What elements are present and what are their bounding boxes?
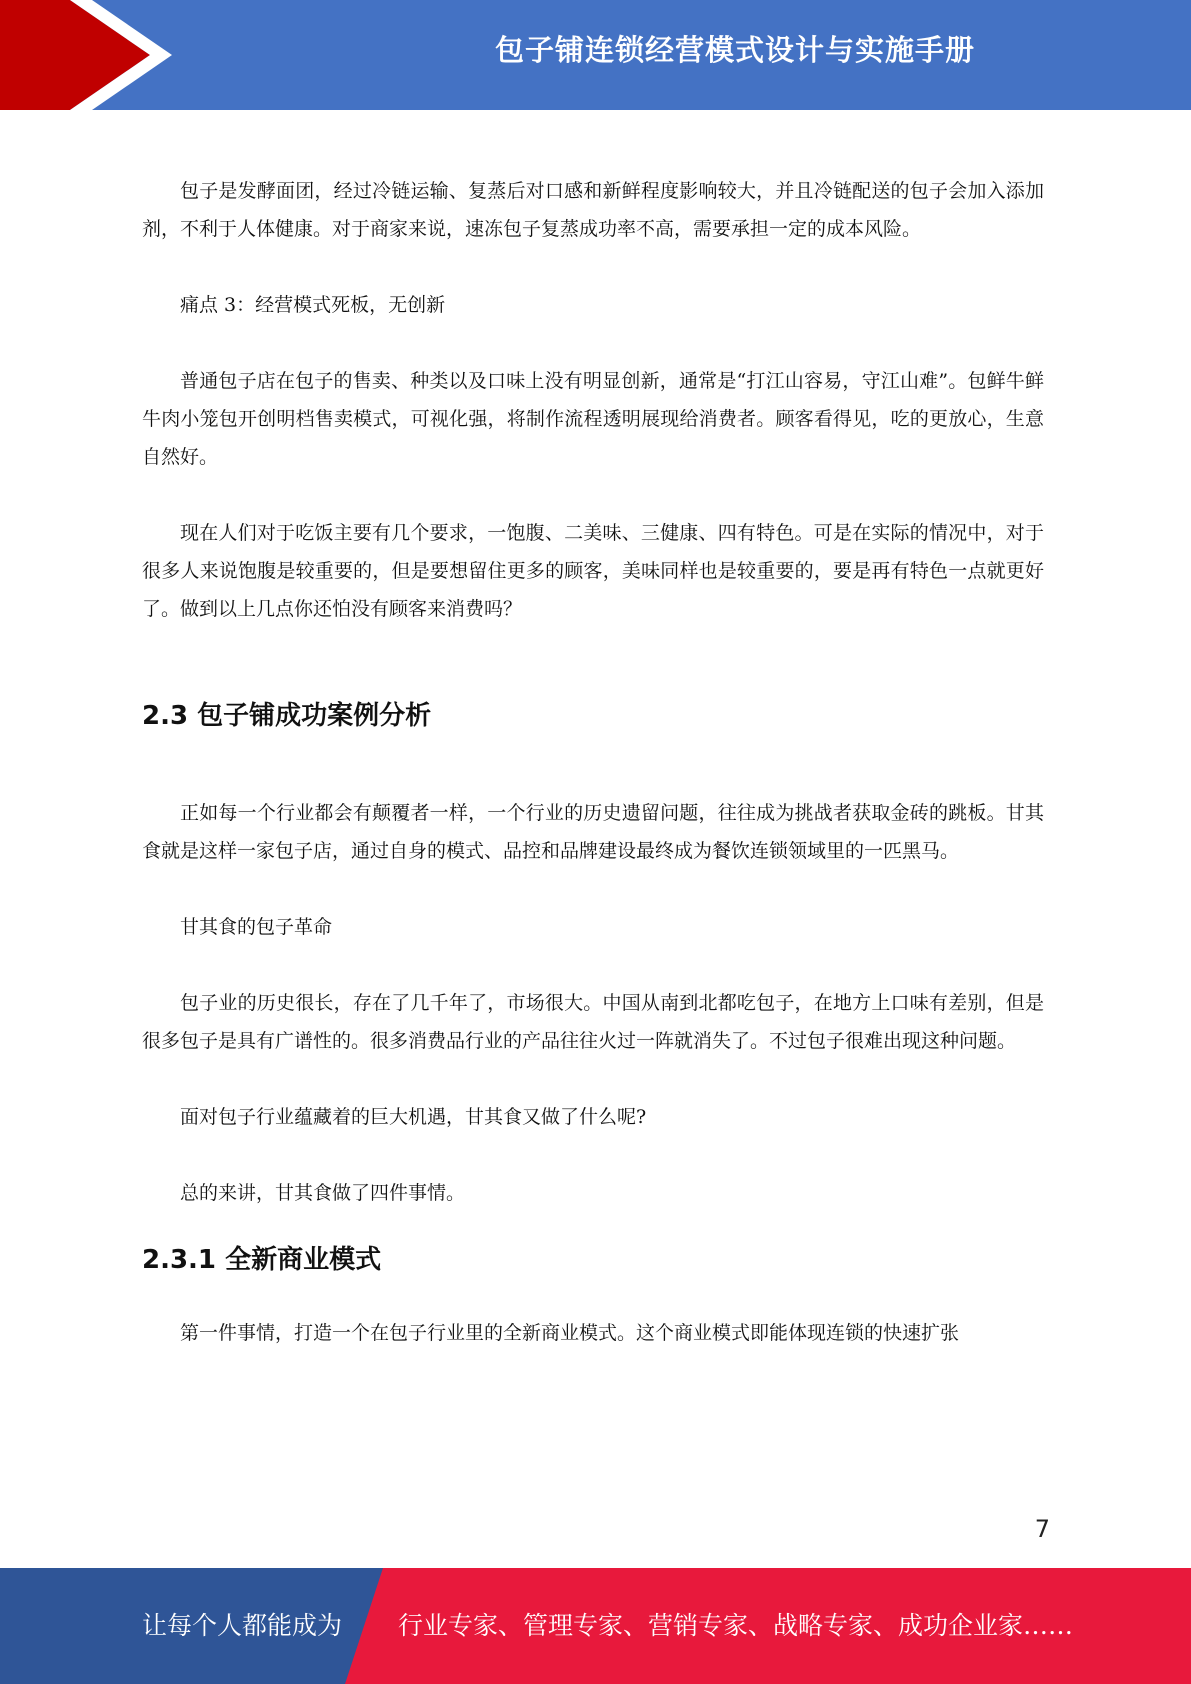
paragraph: 包子业的历史很长，存在了几千年了，市场很大。中国从南到北都吃包子，在地方上口味有差别，但是很多包子是具有广谱性的。很多消费品行业的产品往往火过一阵就消失了。不过包子很难出现这种问题。 — [142, 992, 1044, 1052]
document-title: 包子铺连锁经营模式设计与实施手册 — [494, 33, 975, 67]
paragraph: 甘其食的包子革命 — [180, 916, 333, 938]
paragraph: 第一件事情，打造一个在包子行业里的全新商业模式。这个商业模式即能体现连锁的快速扩张 — [180, 1322, 960, 1344]
paragraph: 面对包子行业蕴藏着的巨大机遇，甘其食又做了什么呢? — [180, 1106, 647, 1128]
paragraph: 正如每一个行业都会有颠覆者一样，一个行业的历史遗留问题，往往成为挑战者获取金砖的跳板。甘其食就是这样一家包子店，通过自身的模式、品控和品牌建设最终成为餐饮连锁领域里的一匹黑马。 — [142, 802, 1044, 862]
footer-slogan-right: 行业专家、管理专家、营销专家、战略专家、成功企业家…… — [398, 1611, 1074, 1640]
page-number: 7 — [1034, 1515, 1050, 1543]
page-footer — [0, 1568, 1191, 1684]
page-header — [0, 0, 1191, 110]
paragraph: 现在人们对于吃饭主要有几个要求，一饱腹、二美味、三健康、四有特色。可是在实际的情况中，对于很多人来说饱腹是较重要的，但是要想留住更多的顾客，美味同样也是较重要的，要是再有特色一点就更好了。做到以上几点你还怕没有顾客来消费吗？ — [142, 522, 1044, 620]
subsection-heading: 2.3.1 全新商业模式 — [142, 1245, 382, 1275]
footer-slogan-left: 让每个人都能成为 — [142, 1611, 343, 1640]
paragraph: 痛点 3：经营模式死板，无创新 — [180, 294, 446, 316]
paragraph: 总的来讲，甘其食做了四件事情。 — [180, 1182, 466, 1204]
paragraph: 包子是发酵面团，经过冷链运输、复蒸后对口感和新鲜程度影响较大，并且冷链配送的包子会加入添加剂，不利于人体健康。对于商家来说，速冻包子复蒸成功率不高，需要承担一定的成本风险。 — [142, 180, 1044, 240]
page-content — [142, 172, 1044, 1390]
paragraph: 普通包子店在包子的售卖、种类以及口味上没有明显创新，通常是“打江山容易，守江山难”。包鲜牛鲜牛肉小笼包开创明档售卖模式，可视化强，将制作流程透明展现给消费者。顾客看得见，吃的更放心，生意自然好。 — [142, 370, 1044, 468]
section-heading: 2.3 包子铺成功案例分析 — [142, 701, 432, 731]
